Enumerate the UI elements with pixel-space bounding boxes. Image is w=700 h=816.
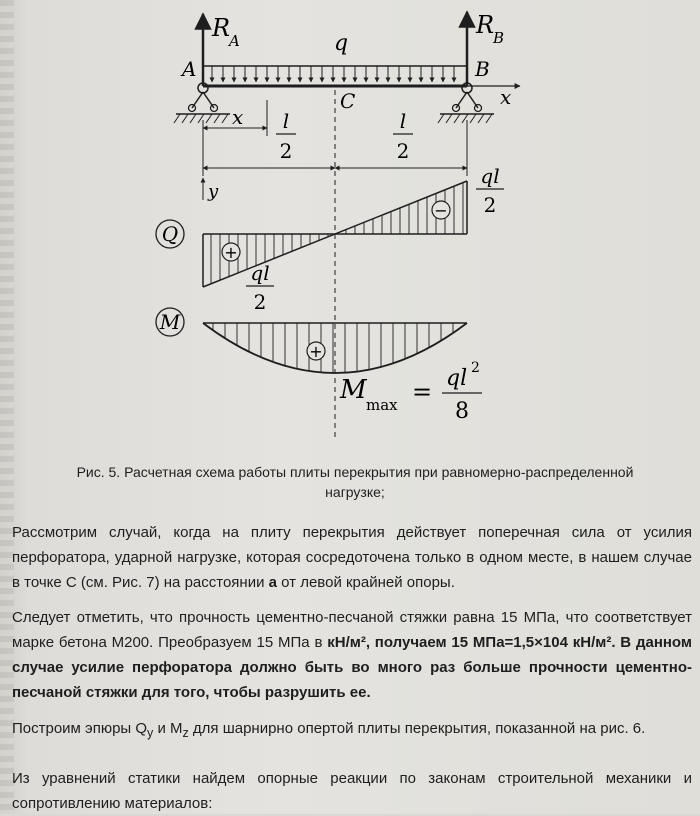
label-half-left-num: l [282,109,290,133]
label-ql-bottom-num: ql [250,261,270,285]
paragraph-1-end: от левой крайней опоры. [276,574,455,591]
paragraph-3-sub-y: y [147,726,154,740]
label-q: q [334,31,349,56]
q-plus-sign: + [224,243,238,262]
label-point-b: B [475,57,490,81]
label-mmax: M [340,375,367,405]
paragraph-2 [12,605,692,705]
label-dim-x: x [232,105,244,129]
label-axis-x: x [500,85,512,109]
label-half-right-num: l [399,109,407,133]
label-ql-top-den: 2 [483,193,497,217]
paragraph-3-sub-z: z [182,726,189,740]
paragraph-2-text: Следует отметить, что прочность цементно-песчаной стяжки равна 15 МПа, что соответствует марке бетона М200. Преобразуем 15 МПа в [12,609,692,651]
paragraph-1 [12,520,692,595]
support-b [438,83,494,123]
m-plus-sign: + [309,342,323,361]
m-curve [203,323,467,373]
label-half-left-den: 2 [279,139,293,163]
label-point-c: C [340,89,356,113]
label-mmax-sub: max [366,396,398,414]
q-minus-sign: − [434,201,448,220]
paragraph-3-text-c: для шарнирно опертой плиты перекрытия, показанной на рис. 6. [188,720,646,737]
label-rb: R [476,11,495,39]
label-rb-sub: B [493,29,505,47]
paragraph-3-text: Построим эпюры Q [12,720,148,737]
paragraph-3 [12,716,692,746]
label-half-right-den: 2 [396,139,410,163]
label-ra: R [212,14,231,42]
label-q-diagram: Q [161,222,179,246]
label-point-a: A [182,57,197,81]
label-mmax-equals: = [412,378,433,406]
label-ql-top-num: ql [480,164,500,188]
label-mmax-den: 8 [455,399,469,424]
load-arrows [212,66,454,82]
caption-line-2: нагрузке; [325,484,385,500]
paragraph-1-text: Рассмотрим случай, когда на плиту перекрытия действует поперечная сила от усилия перфоратора, ударной нагрузке, которая сосредоточена только в одном месте, в нашем случае в точке С (см. Рис. 7) на расстоянии [12,524,692,591]
label-ra-sub: A [229,32,240,50]
figure-caption [40,462,670,502]
support-a [174,83,230,123]
caption-line-1: Рис. 5. Расчетная схема работы плиты перекрытия при равномерно-распределенной [76,464,634,480]
label-ql-bottom-den: 2 [253,290,267,314]
paragraph-4: Из уравнений статики найдем опорные реакции по законам строительной механики и сопротивлению материалов: [12,770,692,812]
label-m-diagram: M [159,310,181,334]
label-mmax-num: ql [446,366,468,391]
paragraph-2-bold: кН/м², получаем 15 МПа=1,5×104 кН/м². В данном случае усилие перфоратора должно быть во много раз больше прочности цементно-песчаной стяжки для того, чтобы разрушить ее. [12,634,692,701]
paragraph-1-bold: а [268,574,277,591]
label-axis-y: y [208,181,219,202]
paragraph-3-text-b: и M [153,720,183,737]
label-mmax-exp: 2 [471,360,480,376]
